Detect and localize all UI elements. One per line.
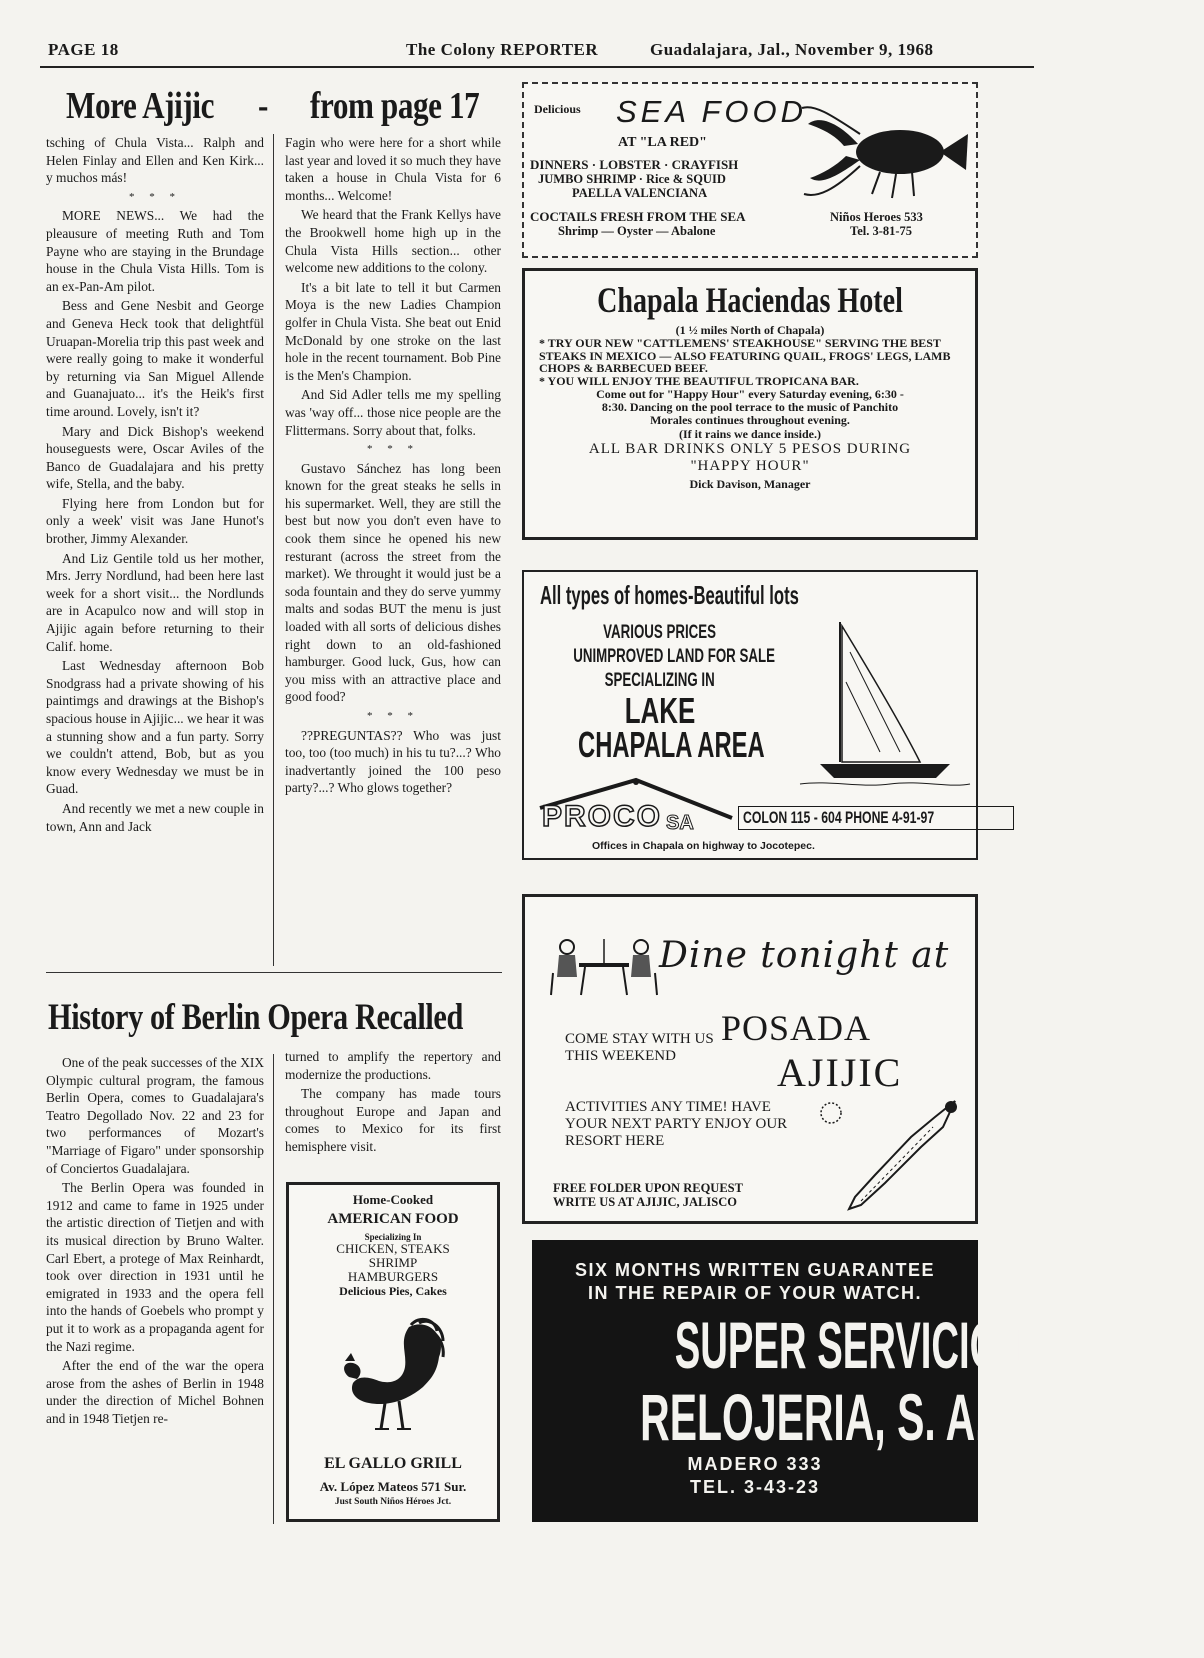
procosa-logo: PROCO — [542, 800, 663, 833]
seafood-title: SEA FOOD — [616, 94, 808, 129]
separator-stars: * * * — [367, 710, 419, 722]
procosa-homes-ad — [522, 570, 978, 860]
dining-couple-icon — [549, 933, 659, 997]
gallo-address-2: Just South Niños Héroes Jct. — [334, 1497, 452, 1507]
seafood-line-3: PAELLA VALENCIANA — [572, 186, 708, 200]
posada-script-headline: Dine tonight at — [659, 935, 950, 976]
homes-chapala-area: CHAPALA AREA — [578, 724, 765, 765]
chapala-subtitle: (1 ½ miles North of Chapala) — [675, 323, 825, 337]
newspaper-name: The Colony REPORTER — [406, 40, 599, 59]
column-rule — [273, 134, 274, 966]
chapala-drinks: ALL BAR DRINKS ONLY 5 PESOS DURING — [588, 440, 912, 457]
separator-stars: * * * — [367, 443, 419, 456]
paragraph: ??PREGUNTAS?? Who was just too, too (too much) in his tu tu?...? Who inadvertantly joined the 100 peso party?...? Who glows together? — [285, 727, 501, 796]
chapala-happy-hour: "HAPPY HOUR" — [690, 457, 810, 474]
seafood-telephone: Tel. 3-81-75 — [850, 224, 913, 238]
homes-various-prices: VARIOUS PRICES — [603, 622, 717, 643]
homes-unimproved-land: UNIMPROVED LAND FOR SALE — [573, 646, 775, 667]
lobster-icon — [800, 94, 970, 204]
watch-address: MADERO 333 — [687, 1454, 823, 1474]
paragraph: MORE NEWS... We had the pleausure of meeting Ruth and Tom Payne who are staying in the Brundage house in the Chula Vista Hills. Tom is an ex-Pan-Am pilot. — [46, 208, 264, 294]
opera-column-1 — [46, 1054, 264, 1429]
posada-name-2: AJIJIC — [777, 1050, 903, 1095]
seafood-delicious: Delicious — [534, 102, 581, 116]
paragraph: Gustavo Sánchez has long been known for the great steaks he sells in his supermarket. Well, they are still the best but now you don't even have to cook them since he opened his new resturant (across the street from the market). We throught it would just be a soda fountain and they do serve yummy malts and sodas BUT the menu is just loaded with all sorts of delicious dishes right down to an old-fashioned hamburger. Good luck, Gus, how can you miss with an attractive place and good food? — [285, 460, 501, 705]
gallo-chicken: CHICKEN, STEAKS — [336, 1241, 450, 1256]
separator-stars: * * * — [129, 190, 181, 203]
homes-title: All types of homes-Beautiful lots — [540, 580, 799, 610]
sailboat-icon — [800, 612, 970, 792]
paragraph: We heard that the Frank Kellys have the Brookwell home high up in the Chula Vista Hills section... other welcome new additions to the colony. — [285, 207, 501, 276]
watch-telephone: TEL. 3-43-23 — [689, 1477, 821, 1497]
chapala-title: Chapala Haciendas Hotel — [597, 280, 903, 320]
seafood-address: Niños Heroes 533 — [830, 210, 923, 224]
seafood-ad — [522, 82, 978, 258]
paragraph: turned to amplify the repertory and modernize the productions. — [285, 1049, 501, 1082]
paragraph: It's a bit late to tell it but Carmen Moya is the new Ladies Champion golfer in Chula Vista. She beat out Enid McDonald by one stroke on the last hole in the recent tournament. Bob Pine is the Men's Champion. — [285, 279, 501, 383]
opera-column-2 — [285, 1048, 501, 1158]
gallo-name: EL GALLO GRILL — [324, 1455, 462, 1472]
chapala-haciendas-ad — [522, 268, 978, 540]
gallo-shrimp: SHRIMP — [368, 1255, 418, 1270]
paragraph: And Sid Adler tells me my spelling was 'way off... those nice people are the Flittermans. Sorry about that, folks. — [285, 387, 501, 438]
paragraph: Mary and Dick Bishop's weekend houseguests were, Oscar Aviles of the Banco de Guadalajara and his pretty wife, Stella, and the baby. — [46, 423, 264, 492]
dateline: Guadalajara, Jal., November 9, 1968 — [650, 40, 934, 59]
paragraph: The company has made tours throughout Europe and Japan and comes to Mexico for its first hemisphere visit. — [285, 1086, 501, 1154]
opera-headline: History of Berlin Opera Recalled — [48, 997, 463, 1038]
paragraph: And recently we met a new couple in town, Ann and Jack — [46, 800, 264, 834]
procosa-logo-sa: SA — [666, 812, 694, 834]
page-number: PAGE 18 — [48, 40, 119, 59]
paragraph: Fagin who were here for a short while last year and loved it so much they have taken a house in Chula Vista for 6 months... Welcome! — [285, 135, 501, 203]
paragraph: After the end of the war the opera arose from the ashes of Berlin in 1948 under the direction of Michel Bohnen and in 1948 Tietjen re- — [46, 1358, 264, 1426]
posada-name-1: POSADA — [721, 1008, 872, 1048]
paragraph: The Berlin Opera was founded in 1912 and came to fame in 1925 under the artistic direction of Tietjen and with its musical direction by Bruno Walter. Carl Ebert, a protege of Max Reinhardt, took over direction in 1931 until he emigrated in 1933 and the opera fell into the hands of Goebels who prompt y put it to work as a propaganda agent for the Nazi regime. — [46, 1180, 264, 1354]
watch-relojeria: RELOJERIA, S. A. — [640, 1380, 987, 1454]
paragraph: tsching of Chula Vista... Ralph and Helen Finlay and Ellen and Ken Kirk... y muchos más! — [46, 135, 264, 186]
chapala-tropicana: * YOU WILL ENJOY THE BEAUTIFUL TROPICANA BAR. — [539, 373, 859, 388]
procosa-phone: COLON 115 - 604 PHONE 4-91-97 — [743, 808, 935, 827]
ajijic-column-1 — [46, 134, 264, 837]
paragraph: Bess and Gene Nesbit and George and Geneva Heck took that delightfül Uruapan-Morelia trip this past week and were really going to make it wonderful by returning via San Miguel Allende and Guanajuato... it's the Heik's first time around. Lovely, isn't it? — [46, 298, 264, 419]
posada-activities: ACTIVITIES ANY TIME! HAVE YOUR NEXT PARTY ENJOY OUR RESORT HERE — [565, 1099, 788, 1149]
gallo-specializing: Specializing In — [364, 1232, 422, 1242]
gallo-american-food: AMERICAN FOOD — [327, 1211, 459, 1227]
chapala-happy-hour-text: Come out for "Happy Hour" every Saturday evening, 6:30 - 8:30. Dancing on the pool terrace to the music of Panchito Morales continues throughout evening. — [596, 386, 904, 427]
masthead-rule — [40, 66, 1034, 68]
paragraph: Flying here from London but for only a week' visit was Jane Hunot's brother, Jimmy Alexander. — [46, 495, 264, 547]
seafood-line-4: COCTAILS FRESH FROM THE SEA — [530, 209, 746, 224]
paragraph: One of the peak successes of the XIX Olympic cultural program, the famous Berlin Opera, comes to Guadalajara's Teatro Degollado Nov. 22 and 23 for two performances of Mozart's "Marriage of Figaro" under sponsorship of Conciertos Guadalajara. — [46, 1055, 264, 1176]
ajijic-headline-dash: - — [258, 85, 268, 127]
ajijic-headline-right: from page 17 — [310, 85, 480, 127]
gallo-pies: Delicious Pies, Cakes — [339, 1284, 447, 1298]
procosa-offices: Offices in Chapala on highway to Jocotepec. — [592, 840, 815, 852]
homes-specializing: SPECIALIZING IN — [604, 670, 716, 691]
homes-lake: LAKE — [624, 690, 696, 731]
posada-ajijic-ad — [522, 894, 978, 1224]
posada-free-folder: FREE FOLDER UPON REQUEST — [553, 1181, 743, 1195]
ajijic-headline-left: More Ajijic — [66, 85, 215, 127]
column-rule — [273, 1054, 274, 1524]
watch-repair-ad — [532, 1240, 1064, 1522]
paragraph: Last Wednesday afternoon Bob Snodgrass had a private showing of his paintimgs and drawings at the Bishop's spacious house in Ajijic... we hear it was a stunning show and a fun party. Sorry we couldn't attend, Bob, but as you know every Wednesday we must be in Guad. — [46, 658, 264, 797]
chapala-rain: (If it rains we dance inside.) — [679, 426, 821, 441]
rooster-icon — [339, 1317, 449, 1437]
gallo-home-cooked: Home-Cooked — [352, 1192, 434, 1207]
seafood-at: AT "LA RED" — [618, 135, 707, 150]
posada-come-stay: COME STAY WITH US THIS WEEKEND — [565, 1031, 714, 1064]
watch-guarantee: SIX MONTHS WRITTEN GUARANTEE — [575, 1260, 935, 1280]
gallo-hamburgers: HAMBURGERS — [347, 1269, 439, 1284]
posada-write-us: WRITE US AT AJIJIC, JALISCO — [553, 1195, 737, 1209]
ajijic-column-2 — [285, 134, 501, 799]
story-divider — [46, 972, 502, 973]
chapala-manager: Dick Davison, Manager — [689, 476, 811, 491]
seafood-line-1: DINNERS · LOBSTER · CRAYFISH — [530, 157, 739, 172]
seafood-line-2: JUMBO SHRIMP · Rice & SQUID — [538, 172, 726, 186]
seafood-line-5: Shrimp — Oyster — Abalone — [558, 224, 716, 238]
gallo-address: Av. López Mateos 571 Sur. — [319, 1479, 467, 1494]
chapala-steakhouse: * TRY OUR NEW "CATTLEMENS' STEAKHOUSE" SERVING THE BEST STEAKS IN MEXICO — ALSO FEATURING QUAIL, FROGS' LEGS, LAMB CHOPS & BARBECUED BEEF. — [539, 336, 951, 375]
watch-super-servicio: SUPER SERVICIO DE — [674, 1308, 1064, 1382]
watch-repair-line: IN THE REPAIR OF YOUR WATCH. — [587, 1283, 922, 1303]
gallo-grill-ad — [286, 1182, 500, 1522]
paragraph: And Liz Gentile told us her mother, Mrs. Jerry Nordlund, had been here last week for a short visit... the Nordlunds are in Acapulco now and will stop in Ajijic again before returning to their Calif. home. — [46, 550, 264, 654]
diver-icon — [815, 1097, 965, 1217]
